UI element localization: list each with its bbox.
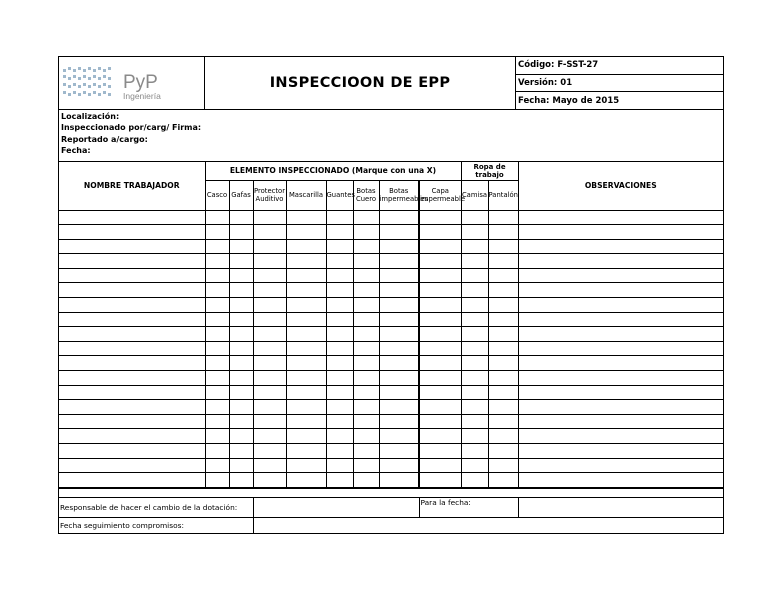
table-cell[interactable] (461, 473, 488, 488)
table-cell[interactable] (59, 458, 205, 473)
table-cell[interactable] (353, 312, 379, 327)
table-cell[interactable] (488, 327, 518, 342)
table-cell[interactable] (229, 210, 253, 225)
table-row (59, 312, 723, 327)
table-cell[interactable] (379, 283, 419, 298)
table-cell[interactable] (229, 268, 253, 283)
table-cell[interactable] (326, 254, 353, 269)
table-cell[interactable] (326, 225, 353, 240)
table-cell[interactable] (229, 341, 253, 356)
table-cell[interactable] (518, 210, 723, 225)
table-cell[interactable] (488, 400, 518, 415)
table-cell[interactable] (205, 298, 229, 313)
table-cell[interactable] (326, 429, 353, 444)
table-cell[interactable] (353, 283, 379, 298)
table-cell[interactable] (253, 268, 286, 283)
table-cell[interactable] (253, 298, 286, 313)
responsable-label: Responsable de hacer el cambio de la dotación: (59, 497, 253, 517)
table-cell[interactable] (326, 210, 353, 225)
table-cell[interactable] (205, 225, 229, 240)
table-cell[interactable] (488, 429, 518, 444)
table-cell[interactable] (461, 283, 488, 298)
table-cell[interactable] (488, 414, 518, 429)
table-cell[interactable] (205, 254, 229, 269)
column-header: Mascarilla (286, 180, 326, 210)
document-meta (516, 57, 723, 109)
table-cell[interactable] (461, 225, 488, 240)
inspeccionado-field[interactable]: Inspeccionado por/carg/ Firma: (61, 123, 202, 133)
table-cell[interactable] (379, 210, 419, 225)
table-cell[interactable] (353, 341, 379, 356)
info-section (59, 110, 723, 162)
table-cell[interactable] (379, 225, 419, 240)
table-cell[interactable] (419, 371, 461, 386)
table-cell[interactable] (253, 444, 286, 459)
table-cell[interactable] (205, 458, 229, 473)
table-cell[interactable] (286, 283, 326, 298)
table-cell[interactable] (488, 385, 518, 400)
para-fecha-label: Para la fecha: (419, 497, 518, 517)
table-cell[interactable] (488, 312, 518, 327)
table-cell[interactable] (286, 444, 326, 459)
fecha-label: Fecha: Mayo de 2015 (518, 95, 620, 106)
table-cell[interactable] (59, 327, 205, 342)
table-cell[interactable] (59, 341, 205, 356)
table-cell[interactable] (326, 341, 353, 356)
table-cell[interactable] (419, 210, 461, 225)
table-cell[interactable] (379, 312, 419, 327)
table-cell[interactable] (518, 458, 723, 473)
table-cell[interactable] (419, 341, 461, 356)
responsable-input[interactable] (253, 497, 419, 517)
table-cell[interactable] (59, 444, 205, 459)
table-cell[interactable] (353, 458, 379, 473)
ropa-trabajo-header: Ropa de trabajo (461, 162, 518, 180)
table-cell[interactable] (379, 414, 419, 429)
fecha-field[interactable]: Fecha: (61, 146, 91, 156)
table-cell[interactable] (419, 283, 461, 298)
table-cell[interactable] (518, 225, 723, 240)
table-cell[interactable] (253, 239, 286, 254)
table-cell[interactable] (518, 298, 723, 313)
table-cell[interactable] (205, 444, 229, 459)
table-cell[interactable] (229, 283, 253, 298)
table-cell[interactable] (518, 356, 723, 371)
table-row (59, 225, 723, 240)
table-cell[interactable] (326, 356, 353, 371)
table-cell[interactable] (518, 312, 723, 327)
table-cell[interactable] (488, 298, 518, 313)
table-cell[interactable] (59, 225, 205, 240)
table-cell[interactable] (229, 312, 253, 327)
table-cell[interactable] (518, 385, 723, 400)
table-cell[interactable] (488, 458, 518, 473)
table-cell[interactable] (379, 458, 419, 473)
table-cell[interactable] (326, 458, 353, 473)
table-cell[interactable] (59, 429, 205, 444)
table-cell[interactable] (488, 473, 518, 488)
table-cell[interactable] (59, 414, 205, 429)
table-cell[interactable] (229, 429, 253, 444)
table-cell[interactable] (59, 371, 205, 386)
table-cell[interactable] (379, 268, 419, 283)
table-cell[interactable] (353, 268, 379, 283)
table-cell[interactable] (379, 239, 419, 254)
table-cell[interactable] (326, 239, 353, 254)
table-cell[interactable] (253, 210, 286, 225)
table-cell[interactable] (461, 414, 488, 429)
localizacion-field[interactable]: Localización: (61, 112, 120, 121)
table-row (59, 414, 723, 429)
column-header: Gafas (229, 180, 253, 210)
table-cell[interactable] (461, 429, 488, 444)
form-header (59, 57, 723, 110)
table-cell[interactable] (488, 254, 518, 269)
table-row (59, 327, 723, 342)
table-cell[interactable] (353, 429, 379, 444)
table-cell[interactable] (253, 385, 286, 400)
table-cell[interactable] (419, 312, 461, 327)
table-cell[interactable] (326, 312, 353, 327)
table-cell[interactable] (229, 371, 253, 386)
table-cell[interactable] (488, 356, 518, 371)
table-cell[interactable] (461, 341, 488, 356)
table-cell[interactable] (353, 298, 379, 313)
table-cell[interactable] (229, 473, 253, 488)
table-cell[interactable] (379, 254, 419, 269)
table-cell[interactable] (353, 444, 379, 459)
logo-graphic-icon (59, 57, 205, 109)
table-cell[interactable] (461, 312, 488, 327)
table-cell[interactable] (461, 268, 488, 283)
table-cell[interactable] (253, 400, 286, 415)
svg-text:PyP: PyP (123, 72, 158, 93)
table-cell[interactable] (379, 385, 419, 400)
table-row (59, 268, 723, 283)
column-header: Guantes (326, 180, 353, 210)
table-cell[interactable] (488, 210, 518, 225)
table-cell[interactable] (518, 414, 723, 429)
table-cell[interactable] (205, 371, 229, 386)
table-cell[interactable] (488, 341, 518, 356)
table-cell[interactable] (419, 356, 461, 371)
table-cell[interactable] (518, 254, 723, 269)
table-cell[interactable] (326, 385, 353, 400)
table-cell[interactable] (59, 312, 205, 327)
table-row (59, 283, 723, 298)
table-cell[interactable] (379, 473, 419, 488)
table-cell[interactable] (253, 371, 286, 386)
inspection-table (59, 162, 723, 488)
table-cell[interactable] (419, 254, 461, 269)
table-cell[interactable] (379, 327, 419, 342)
table-cell[interactable] (379, 429, 419, 444)
table-cell[interactable] (353, 254, 379, 269)
table-cell[interactable] (488, 239, 518, 254)
table-cell[interactable] (59, 254, 205, 269)
table-cell[interactable] (419, 414, 461, 429)
table-cell[interactable] (205, 400, 229, 415)
table-cell[interactable] (518, 444, 723, 459)
column-header: Camisa (461, 180, 488, 210)
table-cell[interactable] (205, 414, 229, 429)
column-header: Botas impermeables (379, 180, 419, 210)
table-cell[interactable] (353, 414, 379, 429)
table-cell[interactable] (488, 268, 518, 283)
table-cell[interactable] (205, 268, 229, 283)
table-cell[interactable] (461, 371, 488, 386)
table-cell[interactable] (353, 385, 379, 400)
table-cell[interactable] (229, 298, 253, 313)
table-cell[interactable] (205, 356, 229, 371)
table-cell[interactable] (326, 298, 353, 313)
table-cell[interactable] (326, 473, 353, 488)
table-cell[interactable] (353, 473, 379, 488)
table-cell[interactable] (379, 444, 419, 459)
table-row (59, 458, 723, 473)
column-header: Protector Auditivo (253, 180, 286, 210)
table-cell[interactable] (286, 312, 326, 327)
table-cell[interactable] (379, 371, 419, 386)
table-cell[interactable] (286, 473, 326, 488)
table-cell[interactable] (229, 327, 253, 342)
table-cell[interactable] (59, 239, 205, 254)
table-cell[interactable] (286, 400, 326, 415)
table-cell[interactable] (59, 268, 205, 283)
table-cell[interactable] (326, 371, 353, 386)
table-cell[interactable] (253, 341, 286, 356)
table-cell[interactable] (253, 429, 286, 444)
table-cell[interactable] (205, 327, 229, 342)
table-cell[interactable] (253, 312, 286, 327)
table-cell[interactable] (205, 283, 229, 298)
table-cell[interactable] (461, 254, 488, 269)
table-row (59, 356, 723, 371)
table-cell[interactable] (518, 268, 723, 283)
table-cell[interactable] (286, 429, 326, 444)
table-cell[interactable] (59, 210, 205, 225)
table-cell[interactable] (205, 312, 229, 327)
table-cell[interactable] (205, 429, 229, 444)
table-cell[interactable] (353, 210, 379, 225)
table-cell[interactable] (488, 225, 518, 240)
column-header: Pantalón (488, 180, 518, 210)
table-row (59, 254, 723, 269)
svg-text:Ingeniería: Ingeniería (123, 91, 161, 101)
table-cell[interactable] (59, 356, 205, 371)
table-cell[interactable] (353, 356, 379, 371)
elemento-inspeccionado-header: ELEMENTO INSPECCIONADO (Marque con una X) (205, 162, 461, 180)
table-cell[interactable] (326, 414, 353, 429)
seguimiento-label: Fecha seguimiento compromisos: (59, 517, 253, 533)
table-cell[interactable] (518, 341, 723, 356)
table-cell[interactable] (353, 400, 379, 415)
table-cell[interactable] (461, 385, 488, 400)
table-cell[interactable] (59, 283, 205, 298)
table-cell[interactable] (286, 356, 326, 371)
reportado-field[interactable]: Reportado a/cargo: (61, 134, 148, 144)
table-cell[interactable] (419, 268, 461, 283)
table-cell[interactable] (518, 429, 723, 444)
table-cell[interactable] (461, 327, 488, 342)
table-cell[interactable] (419, 225, 461, 240)
table-cell[interactable] (253, 225, 286, 240)
table-cell[interactable] (461, 356, 488, 371)
table-cell[interactable] (419, 400, 461, 415)
table-cell[interactable] (461, 458, 488, 473)
table-cell[interactable] (488, 371, 518, 386)
table-cell[interactable] (286, 298, 326, 313)
para-fecha-input[interactable] (518, 497, 723, 517)
table-cell[interactable] (286, 239, 326, 254)
table-cell[interactable] (326, 283, 353, 298)
table-cell[interactable] (379, 356, 419, 371)
table-cell[interactable] (488, 444, 518, 459)
table-row (59, 371, 723, 386)
table-cell[interactable] (59, 400, 205, 415)
table-cell[interactable] (353, 239, 379, 254)
form-title: INSPECCIOON DE EPP (205, 57, 516, 109)
table-cell[interactable] (229, 400, 253, 415)
table-cell[interactable] (229, 414, 253, 429)
table-row (59, 400, 723, 415)
table-cell[interactable] (253, 473, 286, 488)
table-cell[interactable] (205, 239, 229, 254)
table-cell[interactable] (461, 400, 488, 415)
table-cell[interactable] (326, 268, 353, 283)
table-row (59, 298, 723, 313)
table-cell[interactable] (59, 473, 205, 488)
column-header: Botas Cuero (353, 180, 379, 210)
table-row (59, 385, 723, 400)
codigo-label: Código: F-SST-27 (516, 57, 723, 75)
table-cell[interactable] (205, 385, 229, 400)
table-cell[interactable] (253, 327, 286, 342)
table-cell[interactable] (229, 444, 253, 459)
table-cell[interactable] (253, 254, 286, 269)
table-cell[interactable] (419, 458, 461, 473)
table-row (59, 239, 723, 254)
spacer-row (59, 488, 723, 497)
table-row (59, 444, 723, 459)
table-row (59, 429, 723, 444)
table-cell[interactable] (488, 283, 518, 298)
table-cell[interactable] (59, 385, 205, 400)
table-cell[interactable] (518, 400, 723, 415)
table-cell[interactable] (229, 254, 253, 269)
table-cell[interactable] (205, 210, 229, 225)
seguimiento-input[interactable] (253, 517, 723, 533)
table-cell[interactable] (379, 341, 419, 356)
table-cell[interactable] (419, 429, 461, 444)
table-cell[interactable] (518, 473, 723, 488)
table-cell[interactable] (286, 268, 326, 283)
table-cell[interactable] (326, 327, 353, 342)
table-cell[interactable] (286, 210, 326, 225)
table-cell[interactable] (326, 444, 353, 459)
footer-table (59, 488, 723, 533)
table-cell[interactable] (229, 458, 253, 473)
table-cell[interactable] (286, 371, 326, 386)
table-cell[interactable] (229, 239, 253, 254)
table-cell[interactable] (461, 298, 488, 313)
observaciones-header: OBSERVACIONES (518, 162, 723, 210)
table-cell[interactable] (353, 371, 379, 386)
table-cell[interactable] (461, 210, 488, 225)
table-cell[interactable] (518, 239, 723, 254)
table-row (59, 341, 723, 356)
table-cell[interactable] (419, 385, 461, 400)
table-cell[interactable] (286, 254, 326, 269)
table-cell[interactable] (379, 400, 419, 415)
table-cell[interactable] (461, 239, 488, 254)
table-cell[interactable] (518, 283, 723, 298)
table-cell[interactable] (229, 356, 253, 371)
table-cell[interactable] (59, 298, 205, 313)
table-cell[interactable] (205, 473, 229, 488)
table-cell[interactable] (518, 371, 723, 386)
table-cell[interactable] (253, 356, 286, 371)
table-cell[interactable] (419, 298, 461, 313)
table-cell[interactable] (229, 225, 253, 240)
table-cell[interactable] (419, 473, 461, 488)
table-row (59, 210, 723, 225)
table-cell[interactable] (518, 327, 723, 342)
column-header: Casco (205, 180, 229, 210)
table-row (59, 473, 723, 488)
table-cell[interactable] (353, 327, 379, 342)
nombre-trabajador-header: NOMBRE TRABAJADOR (59, 162, 205, 210)
table-cell[interactable] (353, 225, 379, 240)
table-cell[interactable] (286, 385, 326, 400)
table-cell[interactable] (286, 327, 326, 342)
table-cell[interactable] (253, 414, 286, 429)
column-header: Capa impermeable (419, 180, 461, 210)
table-cell[interactable] (286, 341, 326, 356)
version-label: Versión: 01 (516, 75, 723, 93)
table-cell[interactable] (286, 225, 326, 240)
table-cell[interactable] (253, 458, 286, 473)
table-cell[interactable] (419, 444, 461, 459)
table-cell[interactable] (419, 239, 461, 254)
inspection-form (58, 56, 724, 534)
table-cell[interactable] (205, 341, 229, 356)
table-cell[interactable] (326, 400, 353, 415)
table-cell[interactable] (253, 283, 286, 298)
table-cell[interactable] (286, 458, 326, 473)
table-cell[interactable] (379, 298, 419, 313)
table-cell[interactable] (229, 385, 253, 400)
table-cell[interactable] (419, 327, 461, 342)
table-cell[interactable] (286, 414, 326, 429)
company-logo (59, 57, 205, 109)
table-cell[interactable] (461, 444, 488, 459)
